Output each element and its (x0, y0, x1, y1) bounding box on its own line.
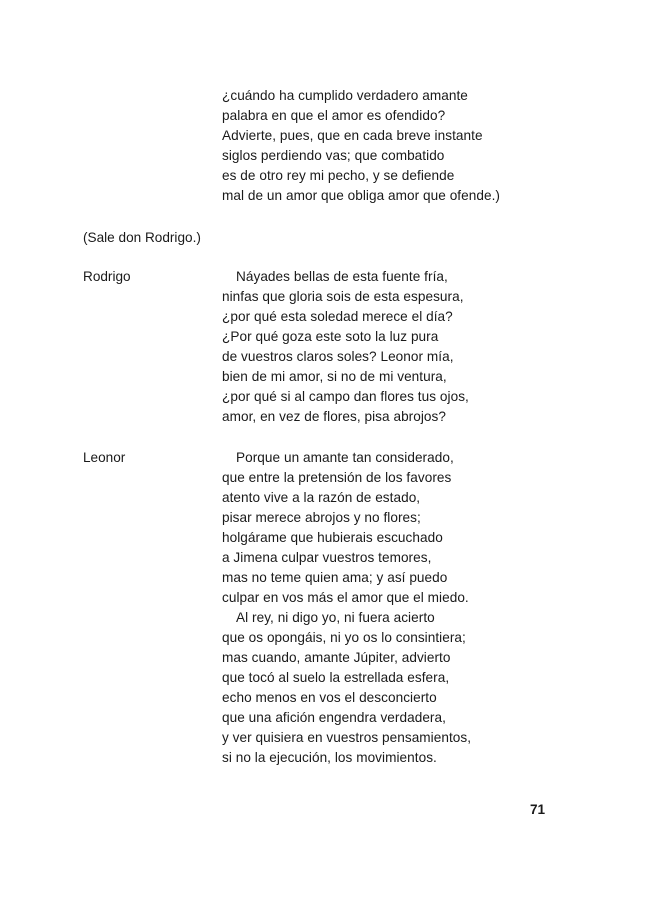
verse-line: que tocó al suelo la estrellada esfera, (222, 670, 450, 685)
verse-line: Al rey, ni digo yo, ni fuera acierto (236, 610, 435, 625)
verse-line: Advierte, pues, que en cada breve instante (222, 128, 483, 143)
page-number: 71 (530, 802, 546, 817)
verse-line: mas cuando, amante Júpiter, advierto (222, 650, 451, 665)
verse-line: si no la ejecución, los movimientos. (222, 750, 437, 765)
speaker-name-rodrigo: Rodrigo (83, 269, 131, 284)
verse-line: ¿Por qué goza este soto la luz pura (222, 329, 439, 344)
verse-line: culpar en vos más el amor que el miedo. (222, 590, 469, 605)
verse-line: es de otro rey mi pecho, y se defiende (222, 168, 455, 183)
speaker-name-leonor: Leonor (83, 450, 126, 465)
verse-line: atento vive a la razón de estado, (222, 490, 421, 505)
verse-line: echo menos en vos el desconcierto (222, 690, 437, 705)
stage-direction: (Sale don Rodrigo.) (83, 230, 201, 245)
verse-line: ninfas que gloria sois de esta espesura, (222, 289, 464, 304)
verse-line: mas no teme quien ama; y así puedo (222, 570, 448, 585)
verse-line: que entre la pretensión de los favores (222, 470, 452, 485)
verse-line: ¿por qué esta soledad merece el día? (222, 309, 453, 324)
verse-line: ¿por qué si al campo dan flores tus ojos, (222, 389, 469, 404)
verse-line: amor, en vez de flores, pisa abrojos? (222, 409, 447, 424)
verse-line: que una afición engendra verdadera, (222, 710, 446, 725)
verse-line: que os opongáis, ni yo os lo consintiera; (222, 630, 466, 645)
verse-line: siglos perdiendo vas; que combatido (222, 148, 445, 163)
verse-line: holgárame que hubierais escuchado (222, 530, 443, 545)
verse-line: ¿cuándo ha cumplido verdadero amante (222, 88, 468, 103)
verse-line: pisar merece abrojos y no flores; (222, 510, 421, 525)
verse-line: a Jimena culpar vuestros temores, (222, 550, 432, 565)
verse-line: bien de mi amor, si no de mi ventura, (222, 369, 447, 384)
verse-line: mal de un amor que obliga amor que ofende.) (222, 188, 500, 203)
verse-line: y ver quisiera en vuestros pensamientos, (222, 730, 472, 745)
verse-line: Náyades bellas de esta fuente fría, (236, 269, 448, 284)
verse-line: de vuestros claros soles? Leonor mía, (222, 349, 454, 364)
verse-line: Porque un amante tan considerado, (236, 450, 454, 465)
verse-line: palabra en que el amor es ofendido? (222, 108, 446, 123)
